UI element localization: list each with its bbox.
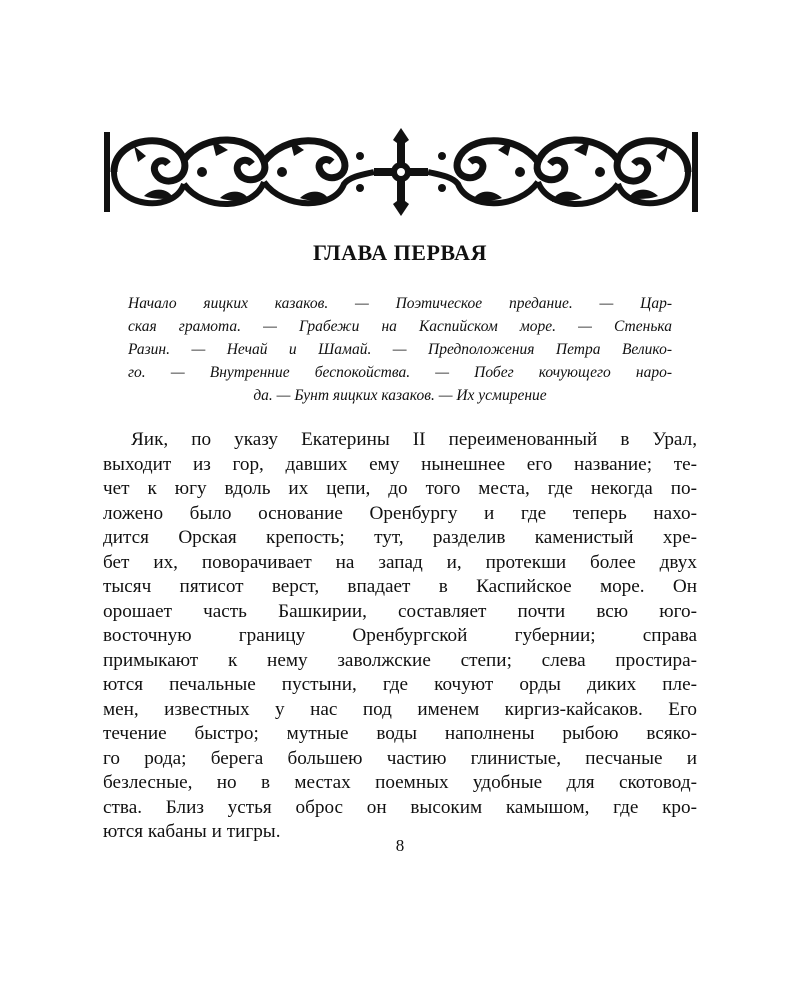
body-line: безлесные, но в местах поемных удобные для скотовод-: [103, 772, 697, 793]
body-line: Яик, по указу Екатерины II переименованный в Урал,: [131, 429, 697, 450]
body-line: го рода; берега большею частию глинистые, песчаные и: [103, 747, 697, 769]
synopsis-line: Начало яицких казаков. — Поэтическое предание. — Цар-: [128, 295, 672, 312]
body-line: восточную границу Оренбургской губернии; справа: [103, 625, 697, 646]
body-line: орошает часть Башкирии, составляет почти всю юго-: [103, 600, 697, 622]
chapter-title: ГЛАВА ПЕРВАЯ: [313, 240, 487, 265]
chapter-synopsis: [128, 292, 672, 407]
page-number: 8: [395, 836, 405, 855]
synopsis-line: да. — Бунт яицких казаков. — Их усмирение: [253, 387, 547, 404]
synopsis-line: го. — Внутренние беспокойства. — Побег кочующего наро-: [128, 364, 672, 381]
body-line: ются печальные пустыни, где кочуют орды диких пле-: [103, 674, 697, 695]
header-ornament-icon: [104, 126, 698, 218]
body-line: выходит из гор, давших ему нынешнее его название; те-: [103, 453, 697, 475]
body-paragraph: [103, 428, 697, 845]
body-line: дится Орская крепость; тут, разделив каменистый хре-: [103, 527, 697, 548]
body-line: чет к югу вдоль их цепи, до того места, где некогда по-: [103, 478, 697, 499]
synopsis-line: ская грамота. — Грабежи на Каспийском море. — Стенька: [128, 318, 672, 335]
body-line: ложено было основание Оренбургу и где теперь нахо-: [103, 502, 697, 524]
body-line: ются кабаны и тигры.: [103, 821, 281, 842]
body-line: примыкают к нему заволжские степи; слева простира-: [103, 649, 697, 671]
body-line: мен, известных у нас под именем киргиз-кайсаков. Его: [103, 698, 697, 720]
body-line: тысяч пятисот верст, впадает в Каспийское море. Он: [103, 576, 697, 597]
synopsis-line: Разин. — Нечай и Шамай. — Предположения Петра Велико-: [128, 341, 672, 358]
body-line: ства. Близ устья оброс он высоким камышом, где кро-: [103, 796, 697, 818]
body-line: течение быстро; мутные воды наполнены рыбою всяко-: [103, 723, 697, 744]
body-line: бет их, поворачивает на запад и, протекши более двух: [103, 551, 697, 573]
